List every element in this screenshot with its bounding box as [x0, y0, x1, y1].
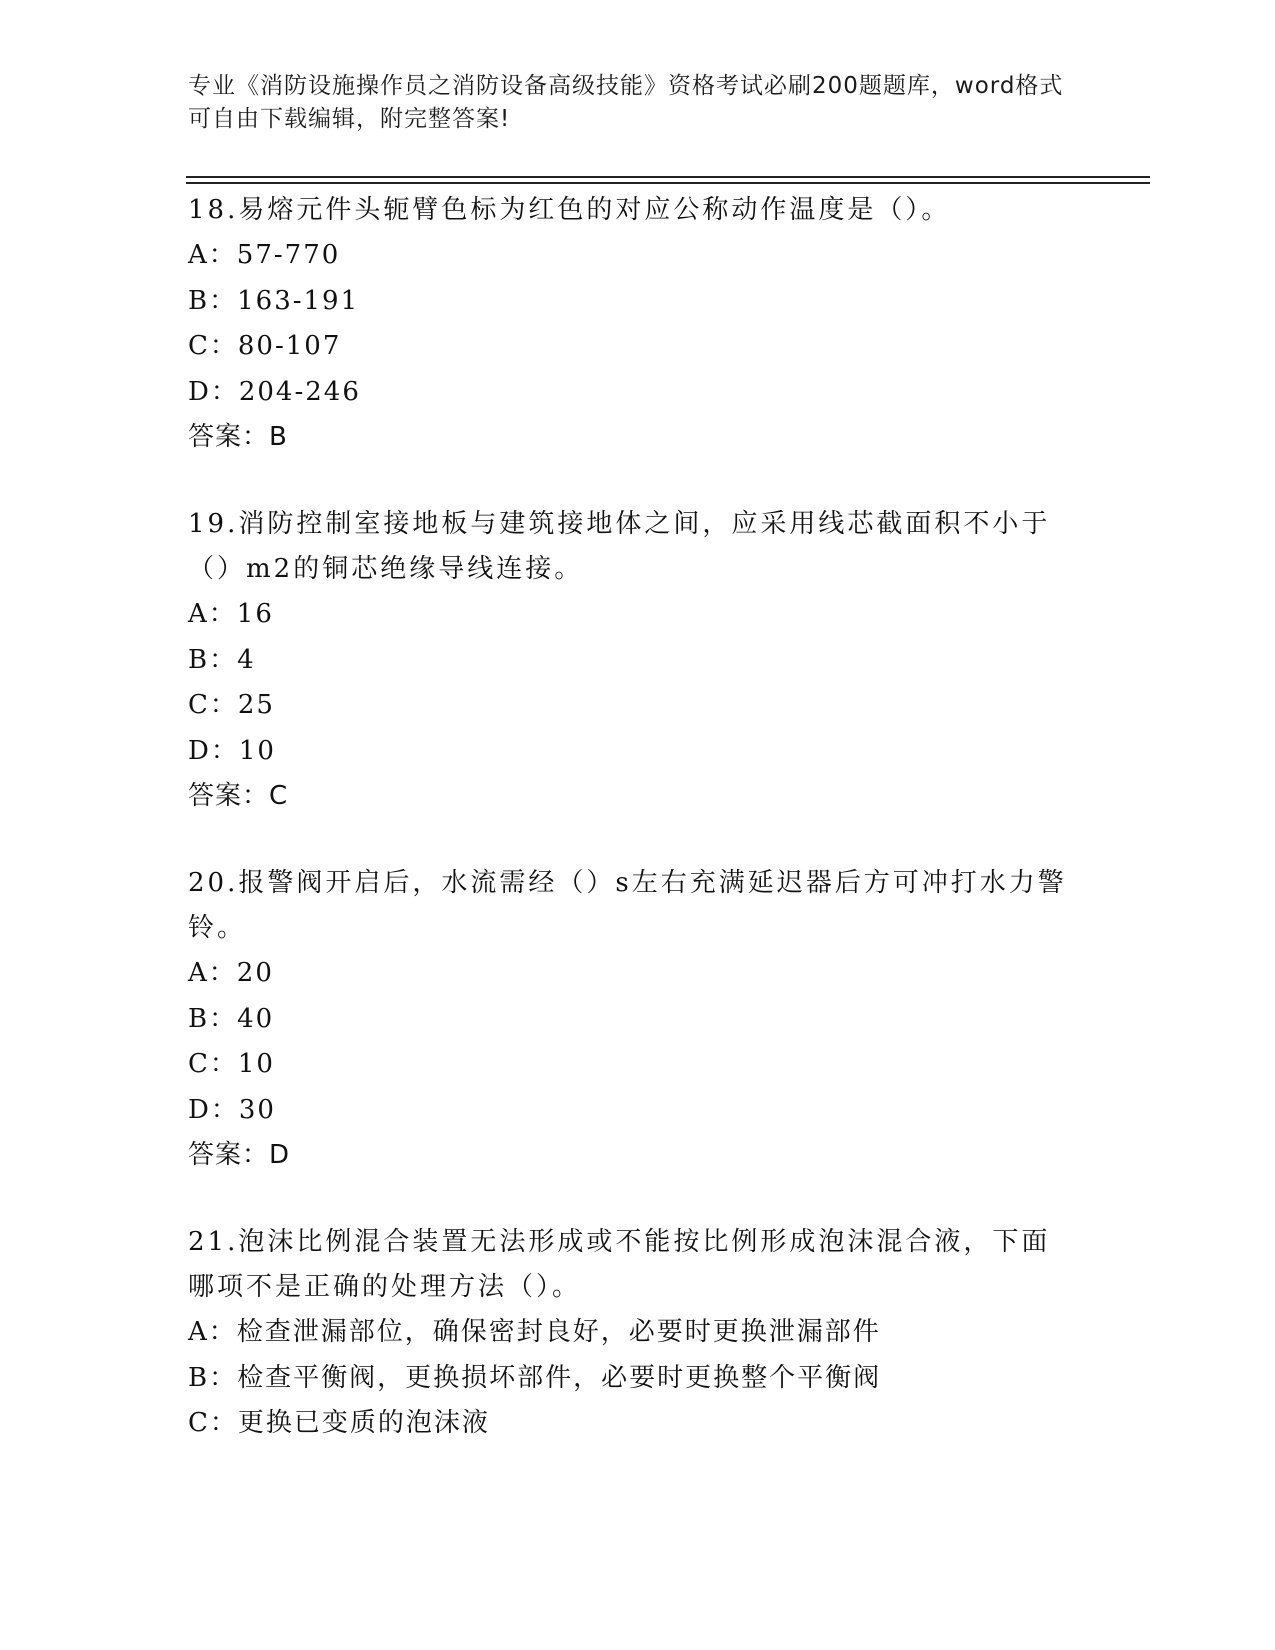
question-option-b: B：40 — [188, 1003, 275, 1034]
question-spacer — [188, 819, 1068, 861]
question-answer: 答案：C — [188, 781, 289, 811]
header-divider-top — [186, 176, 1150, 178]
question-option-c: C：25 — [188, 690, 275, 720]
question-option-c: C：10 — [188, 1049, 275, 1079]
question-option-a: A：检查泄漏部位，确保密封良好，必要时更换泄漏部件 — [188, 1317, 881, 1347]
question-item — [188, 502, 1068, 819]
question-option-b: B：检查平衡阀，更换损坏部件，必要时更换整个平衡阀 — [188, 1362, 882, 1393]
question-text: 18.易熔元件头轭臂色标为红色的对应公称动作温度是（）。 — [188, 195, 951, 225]
question-option-b: B：4 — [188, 644, 256, 675]
question-list — [188, 188, 1068, 1447]
question-spacer — [188, 460, 1068, 502]
question-text: 20.报警阀开启后，水流需经（）s左右充满延迟器后方可冲打水力警铃。 — [188, 868, 1067, 943]
question-item — [188, 188, 1068, 460]
question-option-d: D：10 — [188, 735, 276, 766]
question-answer: 答案：D — [188, 1140, 291, 1170]
question-option-d: D：30 — [188, 1094, 276, 1125]
question-option-a: A：57-770 — [188, 240, 341, 270]
question-option-c: C：80-107 — [188, 331, 342, 361]
question-option-a: A：16 — [188, 599, 274, 629]
question-option-c: C：更换已变质的泡沫液 — [188, 1408, 490, 1438]
header-divider-bottom — [186, 182, 1150, 184]
question-text: 19.消防控制室接地板与建筑接地体之间，应采用线芯截面积不小于（）m2的铜芯绝缘导线连接。 — [188, 509, 1051, 584]
question-option-a: A：20 — [188, 958, 274, 988]
question-text: 21.泡沫比例混合装置无法形成或不能按比例形成泡沫混合液，下面哪项不是正确的处理方法（）。 — [188, 1227, 1051, 1302]
question-answer: 答案：B — [188, 422, 288, 452]
question-item — [188, 861, 1068, 1178]
document-header: 专业《消防设施操作员之消防设备高级技能》资格考试必刷200题题库，word格式可自由下载编辑，附完整答案! — [188, 73, 1064, 132]
question-option-b: B：163-191 — [188, 285, 360, 316]
question-spacer — [188, 1178, 1068, 1220]
question-item — [188, 1220, 1068, 1447]
question-option-d: D：204-246 — [188, 376, 361, 407]
